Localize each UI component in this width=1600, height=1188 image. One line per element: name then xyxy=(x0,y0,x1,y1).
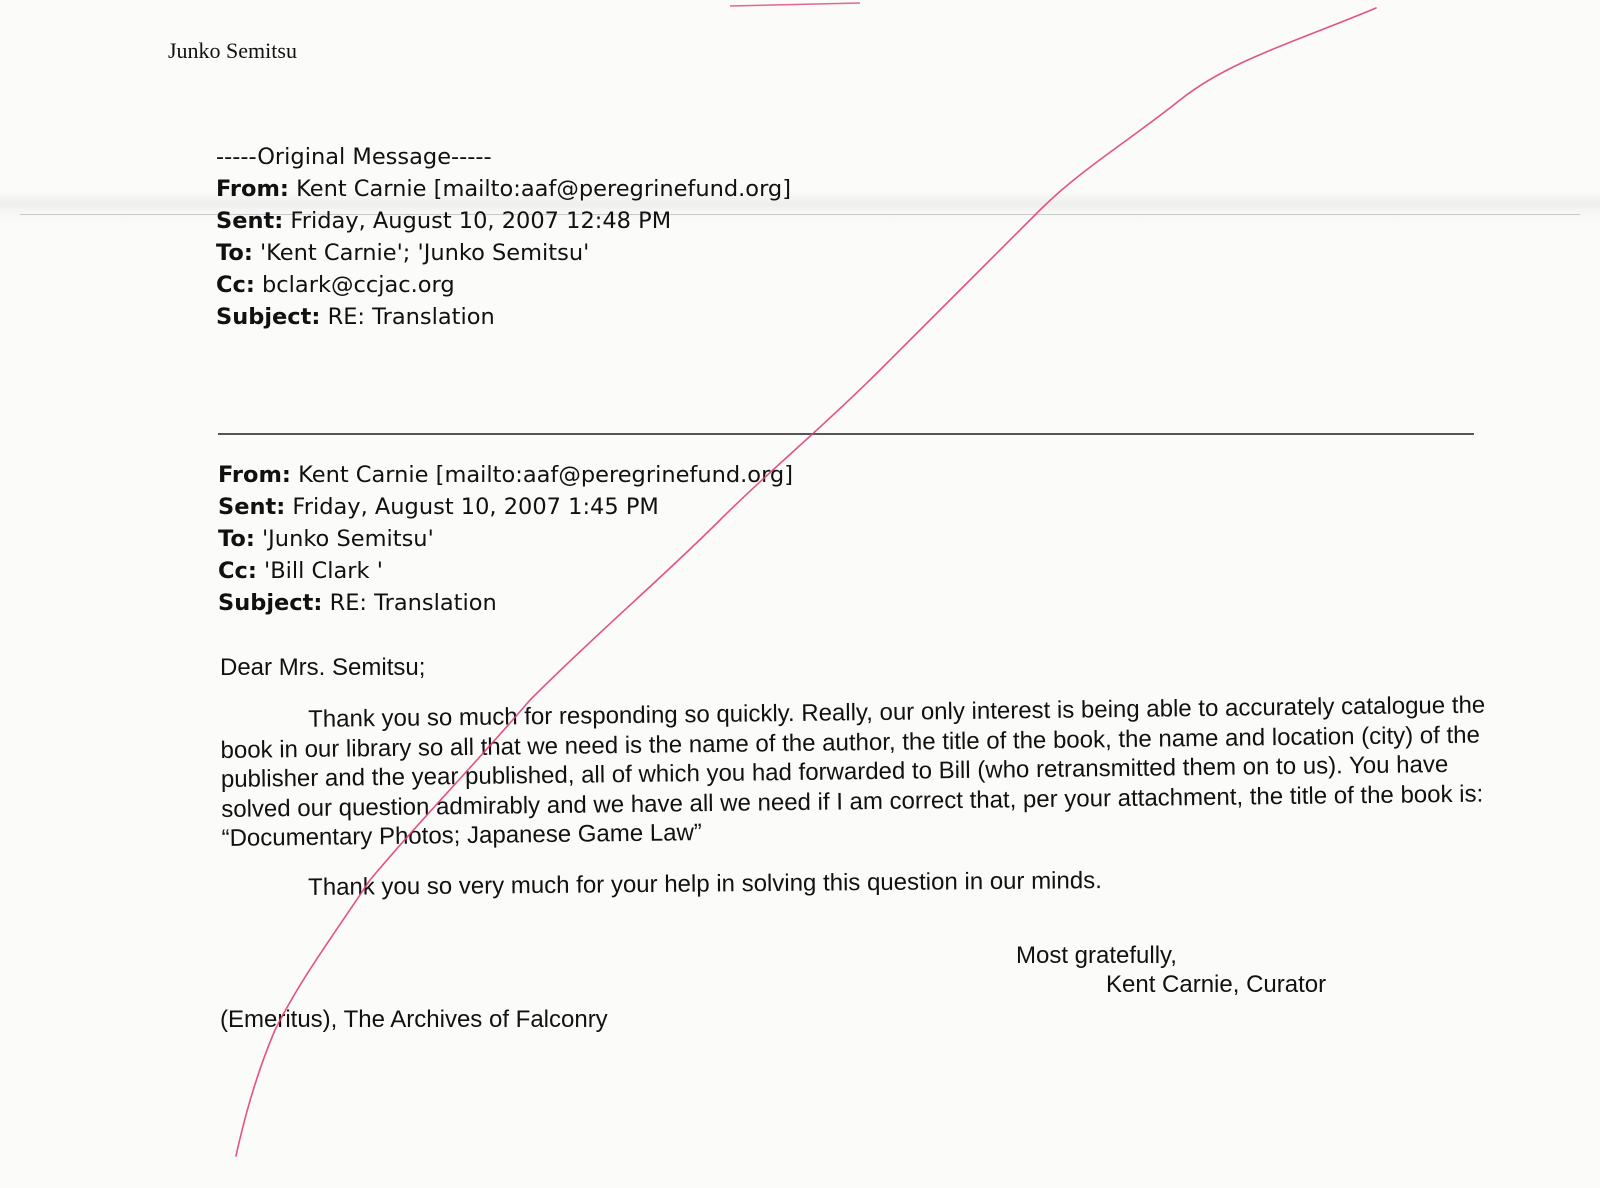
letter-greeting: Dear Mrs. Semitsu; xyxy=(220,654,426,681)
reply-subject-line xyxy=(218,587,793,619)
cc-value: bclark@ccjac.org xyxy=(262,272,455,298)
from-label: From: xyxy=(218,462,291,488)
from-value: Kent Carnie [mailto:aaf@peregrinefund.org] xyxy=(296,176,791,202)
to-value: 'Junko Semitsu' xyxy=(261,526,434,552)
original-to-line xyxy=(216,237,791,269)
subject-label: Subject: xyxy=(216,304,321,330)
original-message-header xyxy=(216,141,791,333)
message-separator-rule xyxy=(218,433,1474,435)
subject-value: RE: Translation xyxy=(327,304,495,330)
reply-cc-line xyxy=(218,555,793,587)
sent-value: Friday, August 10, 2007 1:45 PM xyxy=(292,494,659,520)
reply-from-line xyxy=(218,459,793,491)
sent-value: Friday, August 10, 2007 12:48 PM xyxy=(290,208,672,234)
sent-label: Sent: xyxy=(216,208,284,234)
cc-label: Cc: xyxy=(216,272,255,298)
original-subject-line xyxy=(216,301,791,333)
subject-value: RE: Translation xyxy=(329,590,497,616)
original-cc-line xyxy=(216,269,791,301)
letter-signer: Kent Carnie, Curator xyxy=(1106,971,1327,998)
subject-label: Subject: xyxy=(218,590,323,616)
pen-top-stroke xyxy=(730,3,860,6)
original-message-marker: -----Original Message----- xyxy=(216,144,492,170)
original-sent-line xyxy=(216,205,791,237)
reply-to-line xyxy=(218,523,793,555)
from-label: From: xyxy=(216,176,289,202)
cc-value: 'Bill Clark ' xyxy=(264,558,383,584)
cc-label: Cc: xyxy=(218,558,257,584)
letter-paragraph-1: Thank you so much for responding so quickly. Really, our only interest is being able to accurately catalogue the book in our library so all that we need is the name of the author, the title of the book, the name and location (city) of the publisher and the year published, all of which you had forwarded to Bill (who retransmitted them on to us). You have solved our question admirably and we have all we need if I am correct that, per your attachment, the title of the book is: “Documentary Photos; Japanese Game Law” xyxy=(220,691,1486,852)
original-from-line xyxy=(216,173,791,205)
to-label: To: xyxy=(218,526,255,552)
letter-affiliation: (Emeritus), The Archives of Falconry xyxy=(220,1006,608,1033)
to-value: 'Kent Carnie'; 'Junko Semitsu' xyxy=(259,240,590,266)
sent-label: Sent: xyxy=(218,494,286,520)
reply-sent-line xyxy=(218,491,793,523)
from-value: Kent Carnie [mailto:aaf@peregrinefund.org] xyxy=(298,462,793,488)
letter-closing: Most gratefully, xyxy=(1016,942,1177,969)
letter-paragraph-2: Thank you so very much for your help in solving this question in our minds. xyxy=(308,867,1102,901)
reply-message-header xyxy=(218,459,793,619)
sender-name-header: Junko Semitsu xyxy=(168,38,297,63)
to-label: To: xyxy=(216,240,253,266)
